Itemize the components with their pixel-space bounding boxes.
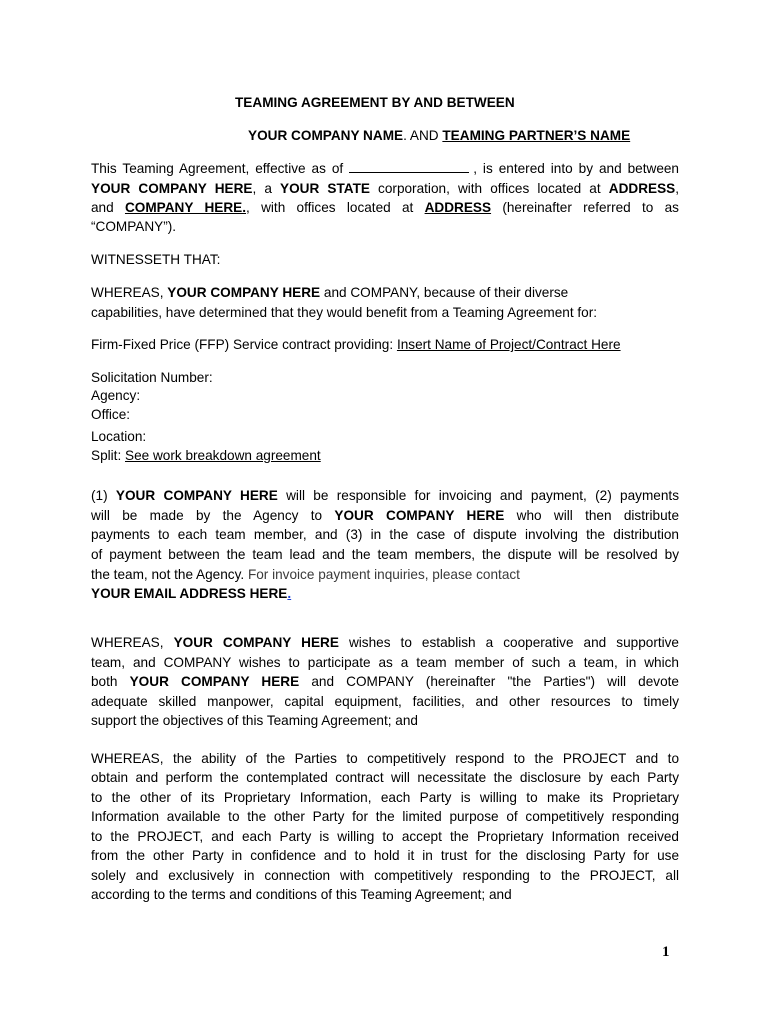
payment-line-1 xyxy=(91,487,679,504)
intro-text: (hereinafter referred to as xyxy=(491,200,679,215)
intro-text: , xyxy=(675,181,679,196)
whereas-text: to the PROJECT, and each Party is willing to accept the Proprietary Information received xyxy=(91,829,679,844)
partner-address-placeholder: ADDRESS xyxy=(424,200,492,215)
address-placeholder: ADDRESS xyxy=(608,181,676,196)
intro-line-2 xyxy=(91,180,679,197)
whereas3-line-6 xyxy=(91,847,679,864)
document-title xyxy=(235,94,515,111)
whereas1-line-2 xyxy=(91,304,679,321)
payment-line-3 xyxy=(91,526,679,543)
company-placeholder: YOUR COMPANY HERE xyxy=(91,181,253,196)
whereas3-line-4 xyxy=(91,808,679,825)
intro-text: , is entered into by and between xyxy=(473,161,679,176)
whereas3-line-7 xyxy=(91,867,679,884)
payment-text: will be made by the Agency to xyxy=(91,508,335,523)
company-placeholder: YOUR COMPANY HERE xyxy=(167,285,321,300)
whereas-text: and COMPANY (hereinafter "the Parties") will devote xyxy=(299,674,679,689)
whereas-text: team, and COMPANY wishes to participate as a team member of such a team, in which xyxy=(91,655,679,670)
whereas-text: obtain and perform the contemplated contract will necessitate the disclosure by each Party xyxy=(91,770,679,785)
solicitation-label: Solicitation Number: xyxy=(91,370,213,385)
witnesseth-text: WITNESSETH THAT: xyxy=(91,252,221,267)
ffp-line xyxy=(91,336,679,353)
payment-text: will be responsible for invoicing and payment, (2) payments xyxy=(277,488,679,503)
whereas-text: from the other Party in confidence and to hold it in trust for the disclosing Party for use xyxy=(91,848,679,863)
whereas-text: WHEREAS, xyxy=(91,285,168,300)
witnesseth-heading xyxy=(91,251,679,268)
project-name-placeholder: Insert Name of Project/Contract Here xyxy=(396,337,621,352)
whereas-text: WHEREAS, the ability of the Parties to competitively respond to the PROJECT and to xyxy=(91,751,679,766)
whereas3-line-1 xyxy=(91,750,679,767)
payment-line-2 xyxy=(91,507,679,524)
payment-line-4 xyxy=(91,546,679,563)
whereas3-line-5 xyxy=(91,828,679,845)
location-label: Location: xyxy=(91,429,147,444)
whereas3-line-8 xyxy=(91,886,679,903)
whereas-text: Information available to the other Party for the limited purpose of competitively responding xyxy=(91,809,679,824)
intro-text: This Teaming Agreement, effective as of xyxy=(91,161,344,176)
intro-text: , with offices located at xyxy=(246,200,425,215)
title-and: . AND xyxy=(403,128,443,143)
whereas3-line-2 xyxy=(91,769,679,786)
title-line-1: TEAMING AGREEMENT BY AND BETWEEN xyxy=(235,95,515,110)
agency-label: Agency: xyxy=(91,388,141,403)
whereas2-line-2 xyxy=(91,654,679,671)
whereas2-line-1 xyxy=(91,634,679,651)
whereas-text: WHEREAS, xyxy=(91,635,174,650)
split-label: Split: xyxy=(91,448,125,463)
office-label: Office: xyxy=(91,407,131,422)
whereas3-line-3 xyxy=(91,789,679,806)
payment-line-5 xyxy=(91,566,679,583)
whereas-text: adequate skilled manpower, capital equipment, facilities, and other resources to timely xyxy=(91,694,679,709)
email-placeholder: YOUR EMAIL ADDRESS HERE xyxy=(91,586,288,601)
company-placeholder: YOUR COMPANY HERE xyxy=(334,508,505,523)
company-placeholder: YOUR COMPANY HERE xyxy=(129,674,300,689)
whereas-text: according to the terms and conditions of this Teaming Agreement; and xyxy=(91,887,512,902)
payment-text: of payment between the team lead and the team members, the dispute will be resolved by xyxy=(91,547,679,562)
split-link[interactable]: See work breakdown agreement xyxy=(125,448,321,463)
intro-line-3 xyxy=(91,199,679,216)
ffp-label: Firm-Fixed Price (FFP) Service contract providing: xyxy=(91,337,397,352)
whereas-text: both xyxy=(91,674,130,689)
payment-text: (1) xyxy=(91,488,116,503)
whereas-text: capabilities, have determined that they would benefit from a Teaming Agreement for: xyxy=(91,305,598,320)
email-link[interactable]: . xyxy=(287,586,292,601)
intro-text: corporation, with offices located at xyxy=(369,181,609,196)
payment-text: payments to each team member, and (3) in the case of dispute involving the distribution xyxy=(91,527,679,542)
whereas-text: and COMPANY, because of their diverse xyxy=(320,285,569,300)
intro-text: , a xyxy=(252,181,281,196)
partner-company-placeholder: COMPANY HERE. xyxy=(124,200,247,215)
whereas1-line-1 xyxy=(91,284,679,301)
agency xyxy=(91,387,679,404)
whereas2-line-3 xyxy=(91,673,679,690)
effective-date-blank xyxy=(349,160,469,173)
intro-line-4 xyxy=(91,218,679,235)
split xyxy=(91,447,679,464)
company-placeholder: YOUR COMPANY HERE xyxy=(115,488,278,503)
whereas-text: solely and exclusively in connection with competitively responding to the PROJECT, all xyxy=(91,868,679,883)
state-placeholder: YOUR STATE xyxy=(280,181,370,196)
office xyxy=(91,406,679,423)
intro-text: “COMPANY”). xyxy=(91,219,177,234)
payment-line-6 xyxy=(91,585,679,602)
intro-text: and xyxy=(91,200,125,215)
company-placeholder: YOUR COMPANY HERE xyxy=(173,635,339,650)
payment-contact-text: For invoice payment inquiries, please contact xyxy=(247,567,520,582)
whereas2-line-4 xyxy=(91,693,679,710)
payment-text: the team, not the Agency. xyxy=(91,567,248,582)
document-subtitle xyxy=(248,127,630,144)
location xyxy=(91,428,679,445)
company-name: YOUR COMPANY NAME xyxy=(248,128,404,143)
solicitation-number xyxy=(91,369,679,386)
whereas-text: wishes to establish a cooperative and supportive xyxy=(338,635,679,650)
intro-line-1 xyxy=(91,160,679,177)
whereas2-line-5 xyxy=(91,712,679,729)
payment-text: who will then distribute xyxy=(504,508,680,523)
page-number: 1 xyxy=(662,944,670,960)
whereas-text: support the objectives of this Teaming Agreement; and xyxy=(91,713,418,728)
whereas-text: to the other of its Proprietary Information, each Party is willing to make its Proprietary xyxy=(91,790,679,805)
partner-name: TEAMING PARTNER’S NAME xyxy=(442,128,631,143)
